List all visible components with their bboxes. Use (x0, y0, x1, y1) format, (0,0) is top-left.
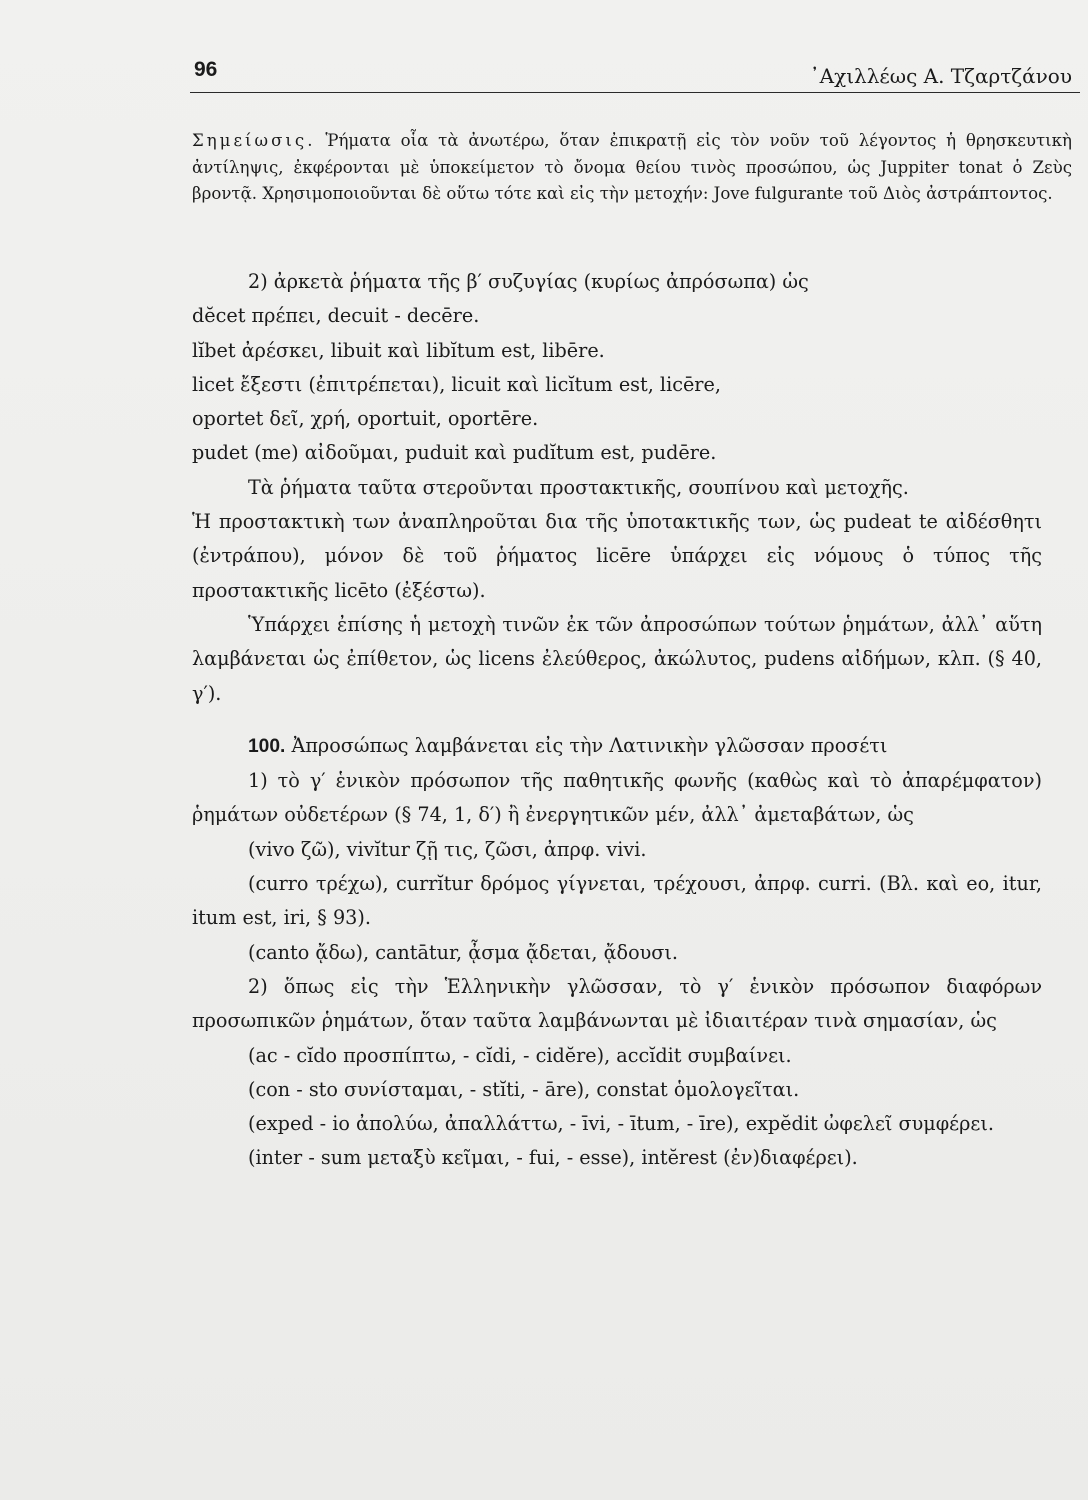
running-head: ᾽Αχιλλέως Α. Τζαρτζάνου (809, 64, 1072, 88)
note-block (192, 128, 1072, 208)
text-line: lĭbet ἀρέσκει, libuit καὶ libĭtum est, libēre. (192, 338, 605, 362)
text-line: dĕcet πρέπει, decuit - decēre. (192, 304, 480, 328)
note-paragraph (192, 128, 1072, 208)
text-line: oportet δεῖ, χρή, oportuit, oportēre. (192, 407, 539, 431)
section-heading (192, 729, 1042, 764)
example-line: (curro τρέχω), currĭtur δρόμος γίγνεται, τρέχουσι, ἀπρφ. curri. (Βλ. καὶ eo, itur, itum est, iri, § 93). (192, 872, 1042, 930)
page-number: 96 (194, 58, 218, 81)
example-line: (vivo ζῶ), vivĭtur ζῇ τις, ζῶσι, ἀπρφ. vivi. (248, 837, 647, 861)
text-line: pudet (me) αἰδοῦμαι, puduit καὶ pudĭtum est, pudēre. (192, 441, 717, 465)
section-point-1: 1) τὸ γ′ ἑνικὸν πρόσωπον τῆς παθητικῆς φωνῆς (καθὼς καὶ τὸ ἀπαρέμφατον) ῥημάτων οὐδετέρων (§ 74, 1, δ′) ἢ ἐνεργητικῶν μέν, ἀλλ᾽ ἀμεταβάτων, ὡς (192, 769, 1042, 827)
section-point-2: 2) ὅπως εἰς τὴν Ἑλληνικὴν γλῶσσαν, τὸ γ′ ἑνικὸν πρόσωπον διαφόρων προσωπικῶν ῥημάτων, ὅταν ταῦτα λαμβάνωνται μὲ ἰδιαιτέραν τινὰ σημασίαν, ὡς (192, 974, 1042, 1033)
section-intro: Ἀπροσώπως λαμβάνεται εἰς τὴν Λατινικὴν γλῶσσαν προσέτι (291, 733, 888, 757)
text-line: 2) ἀρκετὰ ῥήματα τῆς β′ συζυγίας (κυρίως ἀπρόσωπα) ὡς (248, 270, 809, 293)
text-paragraph: Ὑπάρχει ἐπίσης ἡ μετοχὴ τινῶν ἐκ τῶν ἀπροσώπων τούτων ῥημάτων, ἀλλ᾽ αὕτη λαμβάνεται ὡς ἐπίθετον, ὡς licens ἐλεύθερος, ἀκώλυτος, pudens αἰδήμων, κλπ. (§ 40, γ′). (192, 612, 1042, 705)
example-line: (canto ᾄδω), cantātur, ᾆσμα ᾄδεται, ᾄδουσι. (248, 940, 679, 964)
example-line: (ac - cĭdo προσπίπτω, - cĭdi, - cidĕre), accĭdit συμβαίνει. (248, 1043, 792, 1067)
main-text (192, 265, 1042, 1176)
note-text: Ῥήματα οἷα τὰ ἀνωτέρω, ὅταν ἐπικρατῇ εἰς τὸν νοῦν τοῦ λέγοντος ἡ θρησκευτικὴ ἀντίληψις, ἐκφέρονται μὲ ὑποκείμετον τὸ ὄνομα θείου τινὸς προσώπου, ὡς Juppiter tonat ὁ Ζεὺς βροντᾷ. Χρησιμοποιοῦνται δὲ οὕτω τότε καὶ εἰς τὴν μετοχήν: Jove fulgurante τοῦ Διὸς ἀστράπτοντος. (192, 131, 1072, 203)
note-label: Σημείωσις. (192, 131, 316, 150)
example-line: (con - sto συνίσταμαι, - stĭti, - āre), constat ὁμολογεῖται. (248, 1077, 800, 1101)
text-paragraph: Ἡ προστακτικὴ των ἀναπληροῦται δια τῆς ὑποτακτικῆς των, ὡς pudeat te αἰδέσθητι (ἐντράπου), μόνον δὲ τοῦ ῥήματος licēre ὑπάρχει εἰς νόμους ὁ τύπος τῆς προστακτικῆς licēto (ἐξέστω). (192, 510, 1042, 602)
page-header (190, 52, 1080, 93)
section-number: 100. (248, 735, 286, 757)
text-line: licet ἔξεστι (ἐπιτρέπεται), licuit καὶ licĭtum est, licēre, (192, 372, 721, 396)
text-line: Τὰ ῥήματα ταῦτα στεροῦνται προστακτικῆς, σουπίνου καὶ μετοχῆς. (248, 475, 909, 499)
example-line: (inter - sum μεταξὺ κεῖμαι, - fui, - esse), intĕrest (ἐν)διαφέρει). (248, 1146, 858, 1170)
example-line: (exped - io ἀπολύω, ἀπαλλάττω, - īvi, - ītum, - īre), expĕdit ὠφελεῖ συμφέρει. (248, 1112, 994, 1136)
